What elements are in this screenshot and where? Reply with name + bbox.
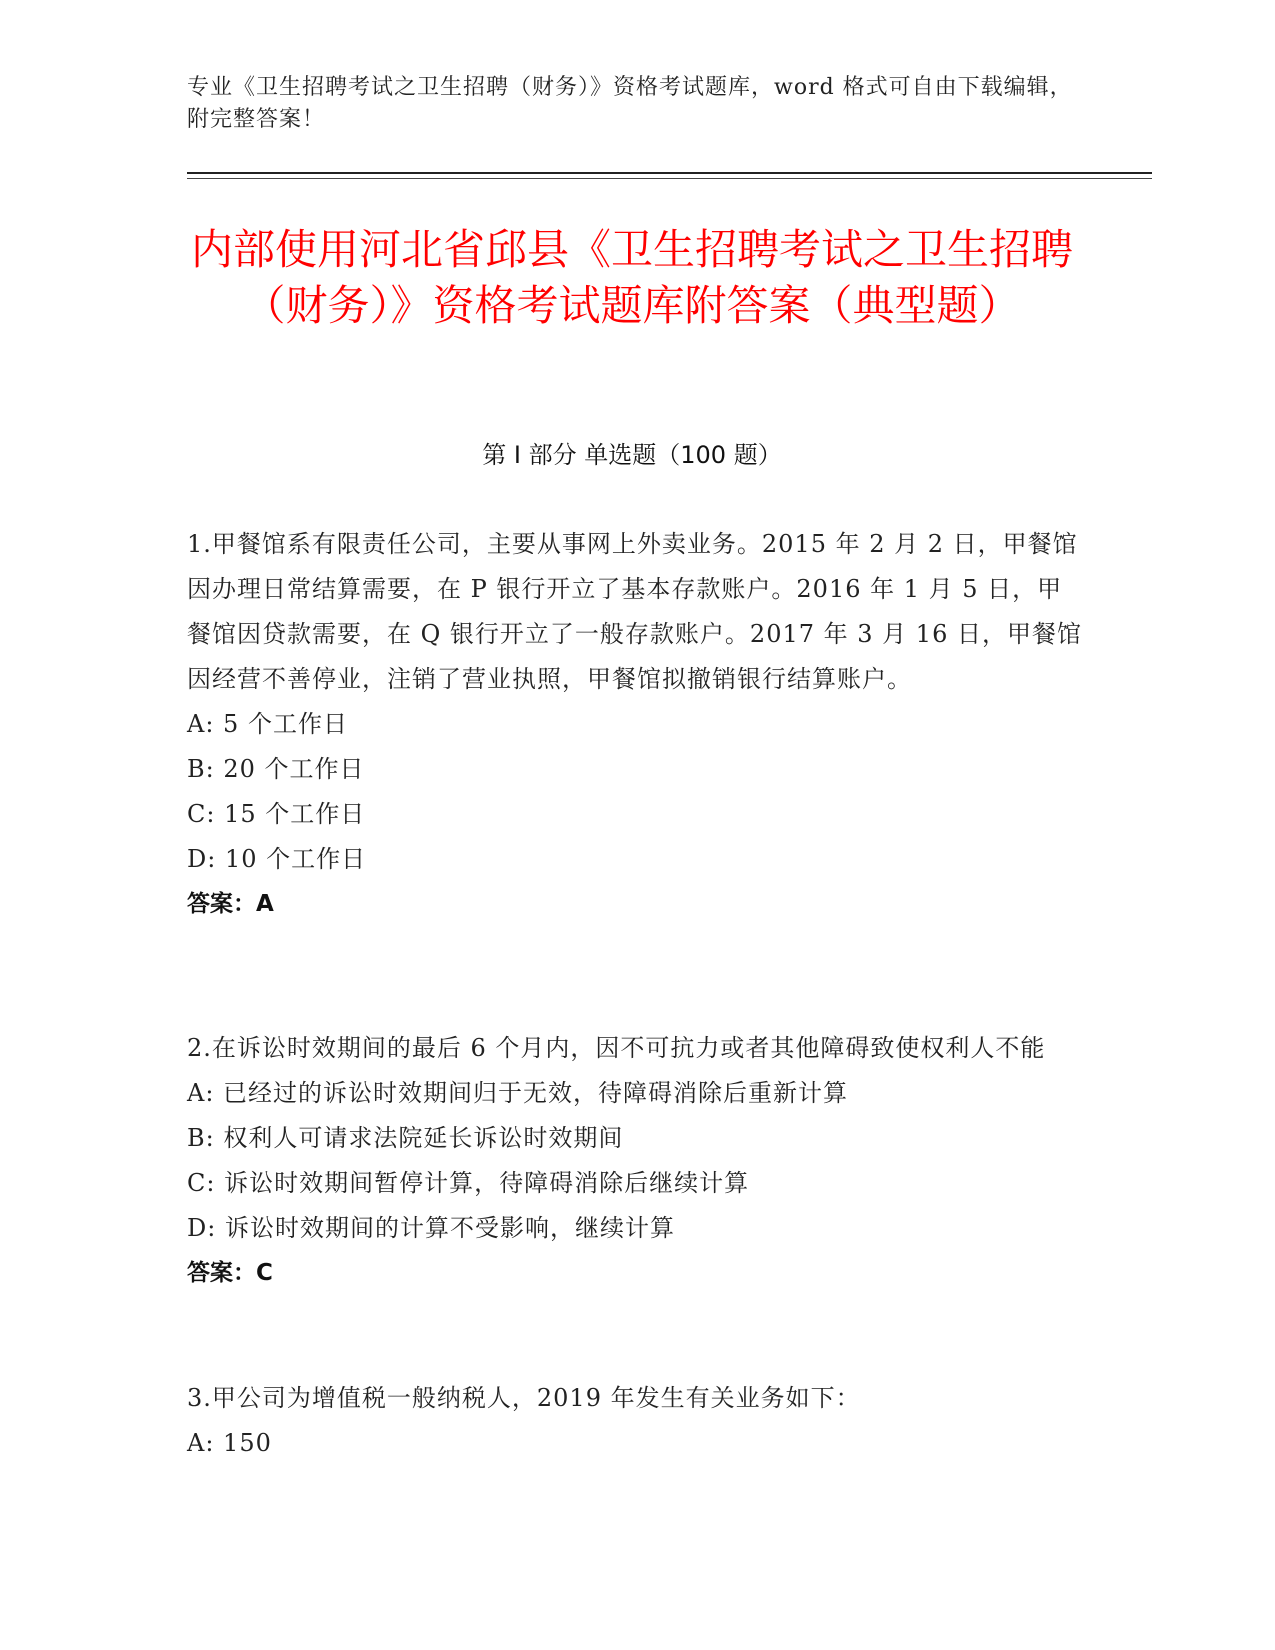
answer-label: 答案：C — [187, 1260, 273, 1286]
answer-label: 答案：A — [187, 891, 274, 917]
option-b: B: 权利人可请求法院延长诉讼时效期间 — [187, 1124, 624, 1152]
question-stem: 1.甲餐馆系有限责任公司，主要从事网上外卖业务。2015 年 2 月 2 日，甲餐馆因办理日常结算需要，在 P 银行开立了基本存款账户。2016 年 1 月 5 日，甲餐馆因贷款需要，在 Q 银行开立了一般存款账户。2017 年 3 月 16 日，甲餐馆因经营不善停业，注销了营业执照，甲餐馆拟撤销银行结算账户。 — [187, 530, 1082, 693]
header-divider-thin — [187, 178, 1152, 179]
question-1 — [187, 522, 1087, 927]
option-d: D: 10 个工作日 — [187, 845, 367, 873]
section-heading: 第 I 部分 单选题（100 题） — [482, 441, 782, 469]
header-divider-thick — [187, 172, 1152, 174]
option-c: C: 诉讼时效期间暂停计算，待障碍消除后继续计算 — [187, 1169, 750, 1197]
option-d: D: 诉讼时效期间的计算不受影响，继续计算 — [187, 1214, 675, 1242]
option-b: B: 20 个工作日 — [187, 755, 365, 783]
header-note: 专业《卫生招聘考试之卫生招聘（财务）》资格考试题库，word 格式可自由下载编辑，附完整答案！ — [187, 75, 1073, 132]
question-3 — [187, 1376, 1087, 1466]
option-c: C: 15 个工作日 — [187, 800, 366, 828]
question-stem: 2.在诉讼时效期间的最后 6 个月内，因不可抗力或者其他障碍致使权利人不能 — [187, 1034, 1046, 1062]
option-a: A: 150 — [187, 1429, 272, 1457]
document-title: 内部使用河北省邱县《卫生招聘考试之卫生招聘（财务）》资格考试题库附答案（典型题） — [190, 225, 1073, 330]
question-stem: 3.甲公司为增值税一般纳税人，2019 年发生有关业务如下： — [187, 1384, 861, 1412]
option-a: A: 5 个工作日 — [187, 710, 348, 738]
question-2 — [187, 1026, 1087, 1296]
option-a: A: 已经过的诉讼时效期间归于无效，待障碍消除后重新计算 — [187, 1079, 849, 1107]
